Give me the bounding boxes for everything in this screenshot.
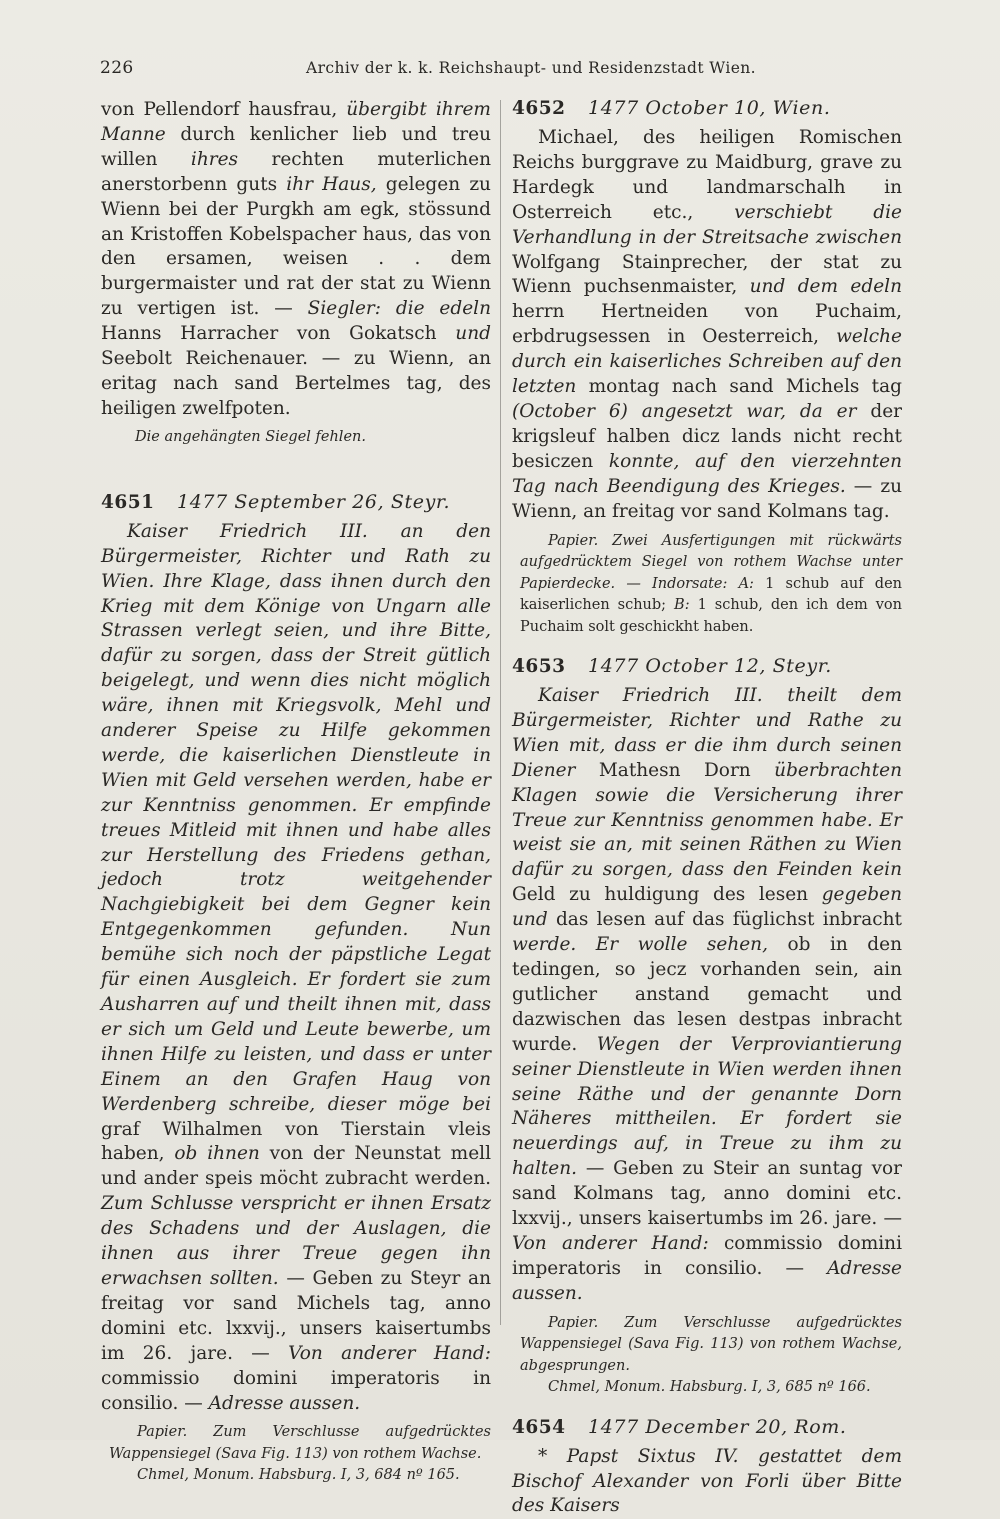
text-run: gelegen zu Wienn bei der Purgkh am egk, stössund an Kristoffen Kobelspacher haus, das von den ersamen, weisen . . dem burgermaister und rat der stat zu Wienn zu vertigen ist. —: [101, 173, 491, 320]
text-run-italic: Zum Schlusse verspricht er ihnen Ersatz des Schadens und der Auslagen, die ihnen aus ihrer Treue gegen ihn erwachsen sollten.: [101, 1193, 491, 1289]
text-run: Mathesn Dorn: [598, 759, 751, 781]
entry-4654-text: [512, 1445, 902, 1519]
text-run: commissio domini imperatoris in consilio. —: [512, 1232, 902, 1279]
text-run: der krigsleuf halben dicz lands nicht recht besiczen: [512, 400, 902, 472]
text-run: Geld zu huldigung des lesen: [512, 884, 809, 906]
page-header: [100, 58, 920, 84]
entry-number: 4654: [512, 1416, 566, 1438]
text-run-italic: Von anderer Hand:: [288, 1342, 491, 1364]
entry-number: 4653: [512, 656, 566, 677]
text-run: ob in den tedingen, so jecz vorhanden sein, ain gutlicher anstand gemacht und dazwischen das lesen destpas inbracht wurde.: [512, 934, 902, 1055]
text-run-italic: und dem edeln: [749, 276, 903, 298]
text-run: Seebolt Reichenauer. — zu Wienn, an eritag nach sand Bertelmes tag, des heiligen zwelfpoten.: [101, 348, 491, 419]
text-run: — Geben zu Steir an suntag vor sand Kolmans tag, anno domini etc. lxxvij., unsers kaisertumbs im 26. jare. —: [512, 1158, 902, 1230]
running-title: Archiv der k. k. Reichshaupt- und Residenzstadt Wien.: [306, 59, 756, 77]
text-run-italic: und: [455, 323, 491, 345]
text-run: rechten muterlichen anerstorbenn guts: [101, 148, 491, 195]
text-run: das lesen auf das füglichst inbracht: [555, 909, 902, 931]
text-run: 1 schub auf den kaiserlichen schub;: [520, 575, 902, 613]
entry-4652-heading: [512, 96, 902, 126]
text-run: commissio domini imperatoris in consilio. —: [101, 1367, 491, 1414]
text-run-italic: gegeben und: [512, 884, 902, 931]
entry-4651-heading: [101, 490, 491, 520]
entry-number: 4652: [512, 98, 566, 119]
seal-note: Die angehängten Siegel fehlen.: [135, 428, 366, 445]
text-run-italic: Kaiser Friedrich III. theilt dem Bürgermeister, Richter und Rathe zu Wien mit, dass er die ihm durch seinen Diener: [512, 685, 902, 781]
text-run: Wolfgang Stainprecher, der stat zu Wienn puchsenmaister,: [512, 251, 902, 298]
text-run: 1 schub, den ich dem von Puchaim solt geschickht haben.: [520, 597, 902, 635]
text-run: herrn Hertneiden von Puchaim, erbdrugsessen in Oesterreich,: [512, 301, 902, 348]
archival-note: [512, 531, 902, 639]
entry-date: 1477 October 12, Steyr.: [588, 655, 832, 677]
archival-note: Papier. Zum Verschlusse aufgedrücktes Wappensiegel (Sava Fig. 113) von rothem Wachse, abgesprungen.: [520, 1314, 902, 1374]
column-divider: [500, 100, 501, 1325]
text-run: von Pellendorf hausfrau,: [101, 99, 338, 120]
entry-4653-text: [512, 684, 902, 1307]
text-run: graf Wilhalmen von Tierstain vleis haben,: [101, 1118, 491, 1165]
text-run: montag nach sand Michels tag: [588, 376, 902, 398]
entry-4653-heading: [512, 654, 902, 684]
right-column: [512, 98, 902, 1519]
entry-date: 1477 September 26, Steyr.: [177, 490, 451, 513]
text-run-italic: konnte, auf den vierzehnten Tag nach Beendigung des Krieges.: [512, 450, 903, 497]
text-run-italic: verschiebt die Verhandlung in der Streitsache zwischen: [512, 201, 902, 248]
entry-4650-continuation: [101, 98, 491, 422]
text-run-italic: Wegen der Verproviantierung seiner Dienstleute in Wien werden ihnen seine Räthe und der genannte Dorn Näheres mittheilen. Er fordert sie neuerdings auf, in Treue zu ihm zu halten.: [512, 1033, 902, 1180]
edition-reference: Chmel, Monum. Habsburg. I, 3, 684 nº 165.: [137, 1467, 460, 1484]
page-number: 226: [100, 58, 134, 78]
entry-4651-text: [101, 520, 491, 1417]
text-run-italic: Adresse aussen.: [208, 1392, 361, 1414]
text-run-italic: Von anderer Hand:: [512, 1232, 709, 1254]
entry-4652-text: [512, 126, 902, 525]
text-run-italic: Kaiser Friedrich III. an den Bürgermeister, Richter und Rath zu Wien. Ihre Klage, dass ihnen durch den Krieg mit dem Könige von Ungarn alle Strassen verlegt seien, und ihre Bitte, dafür zu sorgen, dass der Streit gütlich beigelegt, und wenn dies nicht möglich wäre, ihnen mit Kriegsvolk, Mehl und anderer Speise zu Hilfe gekommen werde, die kaiserlichen Dienstleute in Wien mit Geld versehen werden, habe er zur Kenntniss genommen. Er empfinde treues Mitleid mit ihnen und habe alles zur Herstellung des Friedens gethan, jedoch trotz weitgehender Nachgiebigkeit bei dem Gegner kein Entgegenkommen gefunden. Nun bemühe sich noch der päpstliche Legat für einen Ausgleich. Er fordert sie zum Ausharren auf und theilt ihnen mit, dass er sich um Geld und Leute bewerbe, um ihnen Hilfe zu leisten, und dass er unter Einem an den Grafen Haug von Werdenberg schreibe, dieser möge bei: [101, 520, 491, 1115]
text-run: — zu Wienn, an freitag vor sand Kolmans tag.: [512, 475, 902, 522]
text-run: durch kenlicher lieb und treu willen: [101, 123, 491, 170]
text-run-italic: werde. Er wolle sehen,: [512, 934, 768, 956]
text-run-italic: ob ihnen: [174, 1143, 260, 1165]
text-run-italic: * Papst Sixtus IV. gestattet dem Bischof Alexander von Forli über Bitte des Kaisers: [512, 1445, 902, 1517]
text-run-italic: übergibt ihrem Manne: [101, 99, 491, 145]
entry-date: 1477 October 10, Wien.: [588, 97, 831, 119]
text-run: Michael, des heiligen Romischen Reichs burggrave zu Maidburg, grave zu Hardegk und landmarschalh in Osterreich etc.,: [512, 127, 902, 223]
text-run-italic: welche durch ein kaiserliches Schreiben auf den letzten: [512, 326, 902, 398]
entry-date: 1477 December 20, Rom.: [588, 1415, 847, 1438]
text-run-italic: Adresse aussen.: [512, 1257, 902, 1304]
entry-4654-heading: [512, 1415, 902, 1445]
entry-number: 4651: [101, 491, 155, 513]
text-run: von der Neunstat mell und ander speis möcht zubracht werden.: [101, 1143, 491, 1190]
text-run-italic: ihres: [190, 148, 239, 170]
text-run-italic: B:: [674, 597, 690, 613]
text-run-italic: Siegler: die edeln: [307, 298, 491, 320]
text-run: Hanns Harracher von Gokatsch: [101, 323, 437, 345]
text-run: — Geben zu Steyr an freitag vor sand Michels tag, anno domini etc. lxxvij., unsers kaisertumbs im 26. jare. —: [101, 1267, 491, 1364]
text-run-italic: Papier. Zwei Ausfertigungen mit rückwärts aufgedrücktem Siegel von rothem Wachse unter Papierdecke. — Indorsate: A:: [520, 532, 902, 592]
left-column: [101, 98, 491, 1487]
text-run-italic: (October 6) angesetzt war, da er: [512, 400, 857, 422]
archival-note: Papier. Zum Verschlusse aufgedrücktes Wappensiegel (Sava Fig. 113) von rothem Wachse.: [109, 1424, 491, 1462]
text-run-italic: ihr Haus,: [286, 173, 377, 195]
text-run-italic: überbrachten Klagen sowie die Versicherung ihrer Treue zur Kenntniss genommen habe. Er weist sie an, mit seinen Räthen zu Wien dafür zu sorgen, dass den Feinden kein: [512, 759, 903, 881]
edition-reference: Chmel, Monum. Habsburg. I, 3, 685 nº 166.: [548, 1379, 871, 1396]
